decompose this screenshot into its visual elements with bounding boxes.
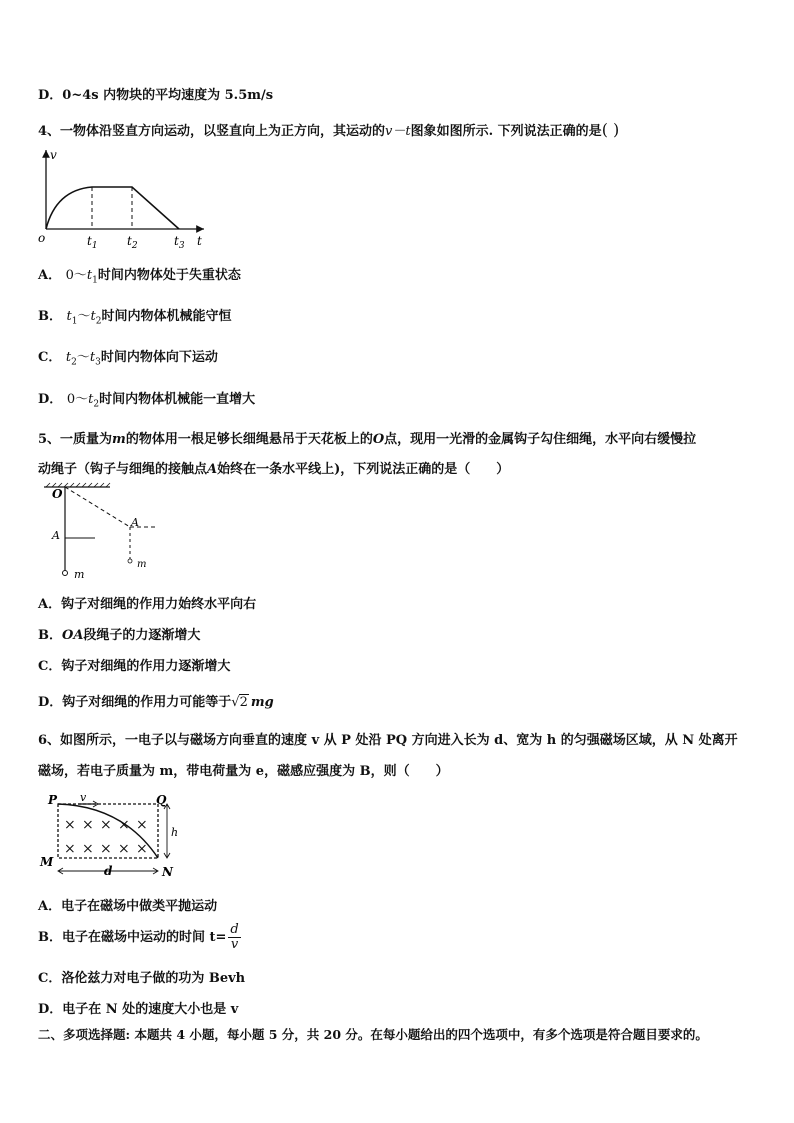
q4-tick-t2: $t_2$ — [127, 234, 138, 251]
q4-option-d-math-b: t — [88, 392, 94, 407]
q6-label-h: h — [171, 826, 179, 839]
svg-text:×: × — [100, 841, 112, 857]
svg-text:×: × — [82, 841, 94, 857]
q4-stem-before: 4、一物体沿竖直方向运动，以竖直向上为正方向，其运动的 — [38, 124, 386, 139]
q4-option-d-math-a: 0 — [66, 392, 76, 407]
svg-text:×: × — [136, 817, 148, 833]
q5-stem-l1b: 的物体用一根足够长细绳悬吊于天花板上的 — [125, 432, 373, 447]
q4-option-b — [38, 305, 232, 327]
q4-option-a-text: 时间内物体处于失重状态 — [97, 268, 241, 283]
q5-label-a-left: A — [52, 529, 60, 542]
q5-stem-o: O — [372, 432, 385, 447]
q4-option-c-math-a: t — [65, 350, 72, 365]
q5-figure — [40, 483, 170, 583]
q6-label-p: P — [48, 793, 58, 807]
q4-option-d — [38, 388, 255, 410]
q4-option-b-math-a: t — [66, 309, 72, 324]
q4-option-b-sep: ～ — [77, 309, 91, 324]
q4-option-a-sep: ～ — [73, 268, 87, 283]
q5-stem-l1a: 5、一质量为 — [38, 432, 113, 447]
q4-stem — [38, 120, 619, 139]
q6-figure — [38, 792, 188, 882]
q6-stem-line1: 6、如图所示，一电子以与磁场方向垂直的速度 v 从 P 处沿 PQ 方向进入长为 d、宽为 h 的匀强磁场区域，从 N 处离开 — [38, 733, 738, 748]
q4-option-c-sub-a: 2 — [71, 357, 77, 368]
q5-label-m-left: m — [74, 568, 85, 581]
q6-label-d: d — [104, 864, 113, 878]
q4-option-c-math-b: t — [89, 350, 96, 365]
svg-text:×: × — [118, 841, 130, 857]
q4-option-c — [38, 346, 218, 368]
q4-option-d-letter: D． — [38, 392, 63, 407]
q4-stem-after: 图象如图所示. 下列说法正确的是 — [410, 124, 602, 139]
q4-option-c-sep: ～ — [76, 350, 90, 365]
q5-stem-l1c: 点，现用一光滑的金属钩子勾住细绳，水平向右缓慢拉 — [384, 432, 697, 447]
q5-stem-line1 — [38, 428, 696, 447]
q6-option-b-text: B．电子在磁场中运动的时间 t= — [38, 930, 227, 945]
q3-option-d: D．0~4s 内物块的平均速度为 5.5m/s — [38, 88, 274, 103]
q4-option-a-math-b: t — [86, 268, 93, 283]
q4-tick-t1: $t_1$ — [87, 234, 98, 251]
q6-label-n: N — [162, 865, 173, 879]
q6-crosses — [64, 817, 148, 857]
q4-option-b-text: 时间内物体机械能守恒 — [101, 309, 232, 324]
q4-vt-graph — [36, 146, 216, 250]
q5-label-o: O — [52, 487, 63, 501]
q4-option-c-letter: C． — [38, 350, 62, 365]
q4-option-d-text: 时间内物体机械能一直增大 — [99, 392, 256, 407]
q4-option-c-text: 时间内物体向下运动 — [100, 350, 218, 365]
q4-option-b-math-b: t — [90, 309, 96, 324]
q4-option-c-sub-b: 3 — [95, 357, 101, 368]
q6-option-a: A．电子在磁场中做类平抛运动 — [38, 899, 218, 914]
q4-option-b-letter: B． — [38, 309, 62, 324]
q5-option-a: A．钩子对细绳的作用力始终水平向右 — [38, 597, 257, 612]
q4-option-a — [38, 264, 241, 286]
q6-option-b-den: v — [230, 937, 239, 952]
svg-text:×: × — [64, 817, 76, 833]
q6-option-b-fraction — [228, 923, 240, 952]
q5-stem-l2a: 动绳子（钩子与细绳的接触点 — [38, 462, 208, 477]
q5-stem-a: A — [207, 462, 218, 477]
q5-label-a-right: A — [131, 516, 139, 529]
q4-option-a-letter: A． — [38, 268, 62, 283]
q6-option-c: C．洛伦兹力对电子做的功为 Bevh — [38, 971, 246, 986]
q5-label-m-right: m — [137, 559, 147, 570]
q4-curve — [46, 187, 179, 229]
svg-text:×: × — [136, 841, 148, 857]
svg-text:×: × — [100, 817, 112, 833]
q6-option-b — [38, 923, 241, 952]
svg-text:×: × — [64, 841, 76, 857]
q4-v-label: v — [50, 148, 57, 162]
q6-label-q: Q — [156, 793, 167, 807]
svg-text:×: × — [82, 817, 94, 833]
q5-option-b-text: 段绳子的力逐渐增大 — [83, 628, 201, 643]
q4-option-b-sub-a: 1 — [71, 316, 78, 327]
q5-option-d-mg: mg — [250, 695, 274, 710]
q4-origin-label: o — [38, 231, 46, 245]
q5-mass-left — [63, 571, 68, 576]
q6-label-m: M — [40, 855, 54, 869]
q5-stem-m: m — [112, 432, 126, 447]
q4-t-label: t — [197, 234, 202, 248]
q6-option-b-num: d — [230, 922, 239, 937]
section2-header: 二、多项选择题: 本题共 4 小题，每小题 5 分，共 20 分。在每小题给出的四个选项中，有多个选项是符合题目要求的。 — [38, 1027, 708, 1042]
q4-option-a-sub-b: 1 — [92, 275, 98, 286]
svg-text:×: × — [118, 817, 130, 833]
q4-option-d-sep: ～ — [75, 392, 89, 407]
q5-rope-diagonal — [65, 487, 130, 527]
q4-option-b-sub-b: 2 — [95, 316, 102, 327]
q6-label-v: v — [80, 791, 87, 804]
q5-option-c: C．钩子对细绳的作用力逐渐增大 — [38, 659, 231, 674]
q5-option-d-text: D．钩子对细绳的作用力可能等于 — [38, 695, 232, 710]
q5-option-d: D．钩子对细绳的作用力可能等于√2 mg — [38, 695, 274, 710]
q5-mass-right — [128, 559, 132, 563]
q4-stem-paren: ( ) — [601, 120, 620, 139]
q5-option-d-sqrt: 2 — [239, 695, 248, 710]
q6-stem-line2: 磁场，若电子质量为 m，带电荷量为 e，磁感应强度为 B，则（ ） — [38, 764, 449, 779]
q5-option-b-math: OA — [62, 628, 84, 643]
q5-stem-line2 — [38, 458, 509, 477]
q5-option-b — [38, 624, 200, 643]
q4-stem-math: v－t — [385, 124, 411, 139]
q4-option-d-sub-b: 2 — [93, 399, 100, 410]
q5-option-b-letter: B． — [38, 628, 62, 643]
q4-option-a-math-a: 0 — [65, 268, 74, 283]
q6-option-d: D．电子在 N 处的速度大小也是 v — [38, 1002, 239, 1017]
q5-stem-l2b: 始终在一条水平线上)，下列说法正确的是（ ） — [217, 462, 510, 477]
q4-tick-t3: $t_3$ — [174, 234, 185, 251]
